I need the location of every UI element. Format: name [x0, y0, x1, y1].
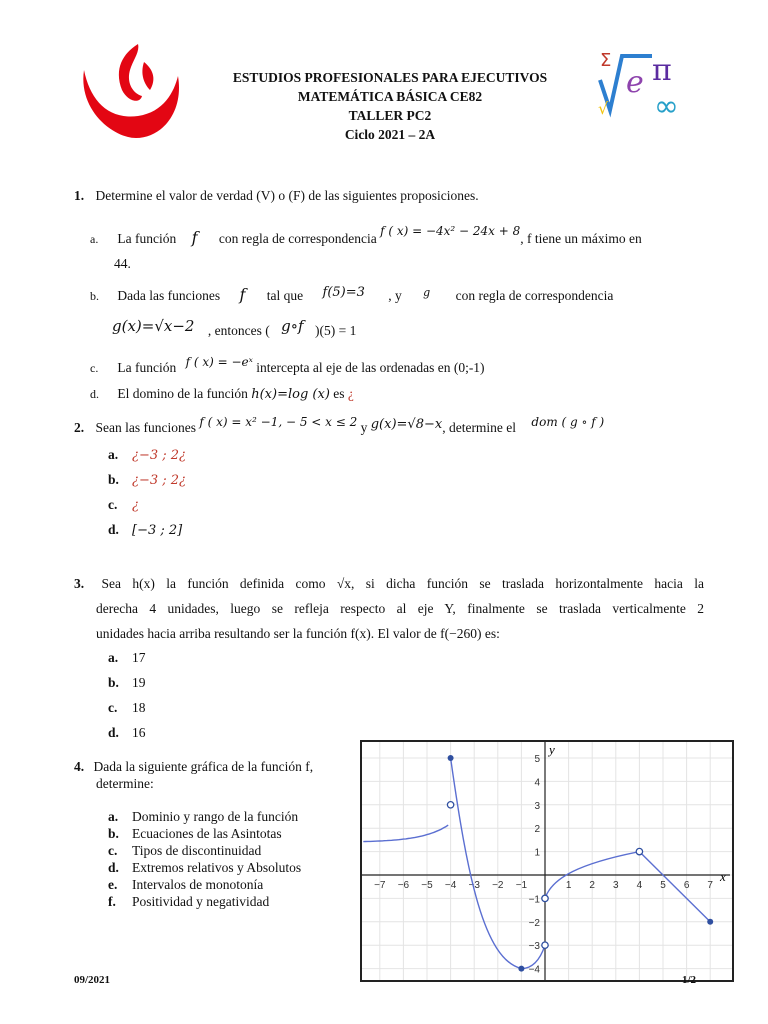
- item-text: Ecuaciones de las Asintotas: [132, 826, 282, 841]
- option-value: 19: [132, 675, 146, 690]
- question-number: 4.: [74, 759, 85, 774]
- question-text: Sean las funciones: [95, 420, 196, 435]
- option-label: a.: [108, 650, 119, 665]
- question-text: Determine el valor de verdad (V) o (F) de las siguientes proposiciones.: [95, 188, 479, 203]
- question-number: 2.: [74, 420, 85, 435]
- question-line-1: Sea h(x) la función definida como √x, si dicha función se traslada horizontalmente hacia la: [101, 576, 705, 591]
- q1-item-c: [90, 355, 485, 378]
- y-tick-label: 5: [534, 754, 540, 765]
- math-expression: f ( x) = −eˣ: [185, 355, 253, 369]
- q1-item-d: [90, 384, 354, 405]
- question-line-2: derecha 4 unidades, luego se refleja respecto al eje Y, finalmente se traslada verticalmente 2: [96, 601, 704, 616]
- option-item: [108, 648, 146, 668]
- item-text: )(5) = 1: [314, 323, 357, 338]
- q4-item: [108, 876, 263, 893]
- graph-segment: [636, 852, 710, 922]
- x-tick-label: −2: [492, 880, 504, 891]
- option-item: [108, 673, 146, 693]
- math-symbols-logo: [596, 44, 686, 126]
- item-text: con regla de correspondencia: [455, 288, 614, 303]
- y-tick-label: 3: [534, 800, 540, 812]
- option-label: d.: [108, 522, 119, 537]
- item-text: Extremos relativos y Absolutos: [132, 860, 302, 875]
- header-line-2: MATEMÁTICA BÁSICA CE82: [297, 89, 483, 104]
- question-number: 3.: [74, 576, 85, 591]
- item-text: es: [333, 386, 345, 401]
- document-header: [190, 68, 590, 144]
- q4-item: [108, 808, 298, 825]
- upc-logo: [78, 40, 186, 140]
- x-tick-label: 4: [636, 880, 643, 891]
- math-expression: h(x)=log (x): [251, 387, 330, 402]
- item-text: , y: [388, 288, 402, 303]
- q1-item-b-cont: [112, 317, 357, 341]
- closed-point: [448, 755, 454, 761]
- item-text: Tipos de discontinuidad: [132, 843, 262, 858]
- math-composition: g∘f: [281, 317, 304, 335]
- x-tick-label: −5: [421, 880, 433, 891]
- y-tick-label: 2: [534, 824, 540, 836]
- question-text: y: [360, 420, 368, 435]
- item-text: Intervalos de monotonía: [132, 877, 264, 892]
- option-label: b.: [108, 472, 119, 487]
- x-tick-label: 5: [660, 880, 666, 891]
- option-value: 18: [132, 700, 146, 715]
- y-tick-label: −4: [528, 964, 540, 976]
- option-value: [−3 ; 2]: [132, 523, 183, 538]
- math-f: f: [239, 285, 246, 304]
- y-tick-label: 4: [534, 777, 540, 789]
- closed-point: [518, 966, 524, 972]
- item-label: b.: [90, 289, 99, 303]
- x-tick-label: 3: [613, 880, 619, 891]
- question-3: [74, 571, 704, 646]
- open-point: [636, 848, 642, 854]
- option-item: [108, 520, 182, 541]
- y-tick-label: −1: [528, 894, 540, 906]
- svg-text:π: π: [652, 53, 672, 88]
- y-tick-label: −3: [528, 941, 540, 953]
- x-tick-label: 2: [589, 880, 595, 891]
- option-item: [108, 698, 146, 718]
- item-text: Dada las funciones: [117, 288, 221, 303]
- option-item: [108, 495, 139, 516]
- item-label: c.: [108, 843, 118, 858]
- item-label: a.: [108, 809, 119, 824]
- open-point: [542, 942, 548, 948]
- x-tick-label: 7: [707, 880, 713, 891]
- item-label: a.: [90, 232, 99, 246]
- option-label: a.: [108, 447, 119, 462]
- q4-item: [108, 893, 269, 910]
- math-g: g: [423, 286, 431, 299]
- item-text: Positividad y negatividad: [132, 894, 270, 909]
- math-expression: f(5)=3: [322, 285, 365, 300]
- q1-item-b: [90, 285, 702, 307]
- x-axis-label: x: [720, 869, 726, 884]
- option-value: 16: [132, 725, 146, 740]
- option-value: ¿−3 ; 2¿: [132, 448, 187, 463]
- graph-branch-left: [363, 825, 448, 842]
- question-2: [74, 415, 714, 439]
- x-tick-label: −7: [374, 880, 386, 891]
- item-label: c.: [90, 361, 99, 375]
- header-line-4: Ciclo 2021 – 2A: [344, 127, 436, 142]
- q1-item-a-cont: 44.: [114, 256, 131, 271]
- q1-item-a: [90, 224, 700, 249]
- item-label: b.: [108, 826, 119, 841]
- question-number: 1.: [74, 188, 85, 203]
- option-item: [108, 470, 186, 491]
- q4-item: [108, 825, 282, 842]
- math-expression: f ( x) = x² −1, − 5 < x ≤ 2: [199, 415, 358, 429]
- question-4: [74, 758, 356, 792]
- question-line-2: determine:: [96, 776, 154, 791]
- y-axis-label: y: [549, 742, 555, 757]
- option-label: c.: [108, 700, 118, 715]
- footer-page: 1/2: [682, 974, 697, 986]
- option-item: [108, 723, 146, 743]
- closed-point: [707, 919, 713, 925]
- svg-text:e: e: [626, 65, 644, 100]
- question-line-1: Dada la siguiente gráfica de la función f,: [93, 759, 314, 774]
- item-label: e.: [108, 877, 118, 892]
- open-point: [542, 895, 548, 901]
- x-tick-label: −4: [444, 880, 457, 891]
- footer-date: 09/2021: [74, 974, 111, 986]
- q4-item: [108, 859, 301, 876]
- svg-text:∞: ∞: [654, 89, 679, 124]
- item-text: , entonces (: [207, 323, 270, 338]
- item-text: Dominio y rango de la función: [132, 809, 299, 824]
- math-f: f: [191, 228, 198, 247]
- x-tick-label: 6: [683, 880, 690, 891]
- function-graph: [360, 740, 734, 982]
- option-value: ¿−3 ; 2¿: [132, 473, 187, 488]
- item-label: d.: [90, 387, 99, 401]
- math-expression: g(x)=√8−x: [370, 417, 443, 432]
- option-label: b.: [108, 675, 119, 690]
- item-label: d.: [108, 860, 119, 875]
- open-point: [447, 802, 453, 808]
- item-label: f.: [108, 894, 116, 909]
- item-text: La función: [117, 360, 177, 375]
- header-line-1: ESTUDIOS PROFESIONALES PARA EJECUTIVOS: [232, 70, 548, 85]
- missing-glyph: ¿: [347, 386, 354, 401]
- svg-text:√: √: [598, 99, 609, 118]
- math-expression: f ( x) = −4x² − 24x + 8: [380, 224, 521, 238]
- x-tick-label: −6: [397, 880, 410, 891]
- option-value: ¿: [132, 498, 139, 513]
- question-1: [74, 186, 479, 206]
- question-text: , determine el: [442, 420, 517, 435]
- math-expression: g(x)=√x−2: [112, 317, 195, 335]
- option-label: d.: [108, 725, 119, 740]
- x-tick-label: −3: [468, 880, 480, 891]
- option-value: 17: [132, 650, 146, 665]
- y-tick-label: 1: [534, 847, 540, 859]
- item-text: La función: [117, 231, 177, 246]
- q4-item: [108, 842, 261, 859]
- item-text: , f tiene un máximo en: [520, 231, 642, 246]
- item-text: con regla de correspondencia: [218, 231, 377, 246]
- y-tick-label: −2: [528, 917, 540, 929]
- item-text: El domino de la función: [117, 386, 248, 401]
- question-line-3: unidades hacia arriba resultando ser la función f(x). El valor de f(−260) es:: [96, 626, 500, 641]
- svg-text:Σ: Σ: [600, 50, 612, 71]
- x-tick-label: −1: [515, 880, 528, 891]
- item-text: intercepta al eje de las ordenadas en (0;-1): [256, 360, 485, 375]
- option-label: c.: [108, 497, 118, 512]
- x-tick-label: 1: [565, 880, 572, 891]
- math-expression: dom ( g ∘ f ): [531, 415, 605, 429]
- option-item: [108, 445, 186, 466]
- item-text: tal que: [266, 288, 304, 303]
- header-line-3: TALLER PC2: [348, 108, 432, 123]
